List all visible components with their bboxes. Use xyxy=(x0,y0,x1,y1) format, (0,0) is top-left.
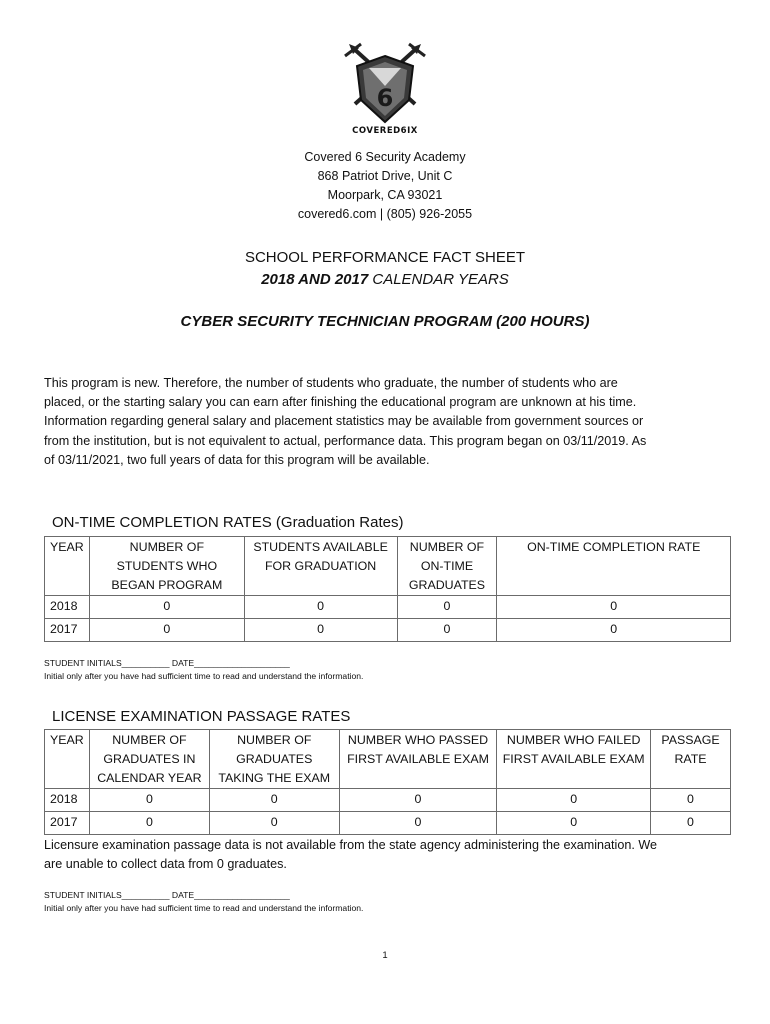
header-year: YEAR xyxy=(45,537,90,596)
page-number: 1 xyxy=(382,950,388,961)
intro-line: from the institution, but is not equivalent to actual, performance data. This program began on 03/11/2019. As xyxy=(44,433,647,448)
academy-contact: covered6.com | (805) 926-2055 xyxy=(297,207,473,221)
fact-sheet-title: SCHOOL PERFORMANCE FACT SHEET xyxy=(244,249,526,266)
logo-wordmark: COVERED6IX xyxy=(352,126,418,136)
header-taking-exam: NUMBER OF GRADUATES TAKING THE EXAM xyxy=(209,730,339,789)
calendar-years xyxy=(0,269,770,291)
intro-line: placed, or the starting salary you can earn after finishing the educational program are unknown at his time. xyxy=(44,395,637,410)
intro-paragraph xyxy=(44,374,724,470)
cell-value: 0 xyxy=(209,812,339,835)
shield-swords-emblem xyxy=(335,42,435,126)
completion-rates-table xyxy=(44,536,731,642)
cell-value: 0 xyxy=(244,619,397,642)
cell-value: 0 xyxy=(89,789,209,812)
academy-city: Moorpark, CA 93021 xyxy=(327,188,443,202)
academy-name: Covered 6 Security Academy xyxy=(304,150,466,164)
cell-value: 0 xyxy=(89,619,244,642)
cell-value: 0 xyxy=(497,789,651,812)
cell-year: 2018 xyxy=(45,789,90,812)
license-passage-table xyxy=(44,729,731,835)
cell-value: 0 xyxy=(497,619,731,642)
academy-street: 868 Patriot Drive, Unit C xyxy=(317,169,453,183)
header-graduates-in-year: NUMBER OF GRADUATES IN CALENDAR YEAR xyxy=(89,730,209,789)
academy-address xyxy=(0,148,770,224)
initials-note: Initial only after you have had sufficient time to read and understand the information. xyxy=(44,903,364,913)
table-row xyxy=(45,619,731,642)
header-completion-rate: ON-TIME COMPLETION RATE xyxy=(497,537,731,596)
cell-year: 2017 xyxy=(45,619,90,642)
table-header-row xyxy=(45,730,731,789)
cell-value: 0 xyxy=(397,596,497,619)
cell-value: 0 xyxy=(339,789,497,812)
initials-line: STUDENT INITIALS__________ DATE____________________ xyxy=(44,890,290,900)
calendar-years-rest: CALENDAR YEARS xyxy=(368,271,509,288)
logo-numeral: 6 xyxy=(376,84,394,112)
intro-line: of 03/11/2021, two full years of data for this program will be available. xyxy=(44,452,430,467)
header-began-program: NUMBER OF STUDENTS WHO BEGAN PROGRAM xyxy=(89,537,244,596)
cell-value: 0 xyxy=(651,789,731,812)
cell-value: 0 xyxy=(89,596,244,619)
document-title xyxy=(0,247,770,291)
completion-initials xyxy=(44,657,363,683)
license-note-line: are unable to collect data from 0 graduates. xyxy=(44,857,287,871)
cell-value: 0 xyxy=(244,596,397,619)
initials-note: Initial only after you have had sufficient time to read and understand the information. xyxy=(44,671,364,681)
cell-value: 0 xyxy=(89,812,209,835)
cell-value: 0 xyxy=(209,789,339,812)
header-year: YEAR xyxy=(45,730,90,789)
license-initials xyxy=(44,889,363,915)
license-section-title: LICENSE EXAMINATION PASSAGE RATES xyxy=(52,708,351,725)
cell-year: 2018 xyxy=(45,596,90,619)
table-row xyxy=(45,789,731,812)
cell-value: 0 xyxy=(497,596,731,619)
cell-year: 2017 xyxy=(45,812,90,835)
cell-value: 0 xyxy=(397,619,497,642)
program-title: CYBER SECURITY TECHNICIAN PROGRAM (200 HOURS) xyxy=(180,313,590,330)
covered6-logo xyxy=(335,42,435,138)
intro-line: Information regarding general salary and placement statistics may be available from government sources or xyxy=(44,414,644,429)
license-note xyxy=(44,836,734,874)
table-row xyxy=(45,596,731,619)
table-header-row xyxy=(45,537,731,596)
table-row xyxy=(45,812,731,835)
header-failed-first: NUMBER WHO FAILED FIRST AVAILABLE EXAM xyxy=(497,730,651,789)
header-passage-rate: PASSAGE RATE xyxy=(651,730,731,789)
license-note-line: Licensure examination passage data is not available from the state agency administering the examination. We xyxy=(44,838,658,852)
header-on-time-graduates: NUMBER OF ON-TIME GRADUATES xyxy=(397,537,497,596)
cell-value: 0 xyxy=(651,812,731,835)
intro-line: This program is new. Therefore, the number of students who graduate, the number of students who are xyxy=(44,376,618,390)
header-passed-first: NUMBER WHO PASSED FIRST AVAILABLE EXAM xyxy=(339,730,497,789)
initials-line: STUDENT INITIALS__________ DATE____________________ xyxy=(44,658,290,668)
cell-value: 0 xyxy=(497,812,651,835)
cell-value: 0 xyxy=(339,812,497,835)
completion-section-title: ON-TIME COMPLETION RATES (Graduation Rates) xyxy=(52,514,404,531)
calendar-years-bold: 2018 AND 2017 xyxy=(261,271,369,288)
header-available-graduation: STUDENTS AVAILABLE FOR GRADUATION xyxy=(244,537,397,596)
